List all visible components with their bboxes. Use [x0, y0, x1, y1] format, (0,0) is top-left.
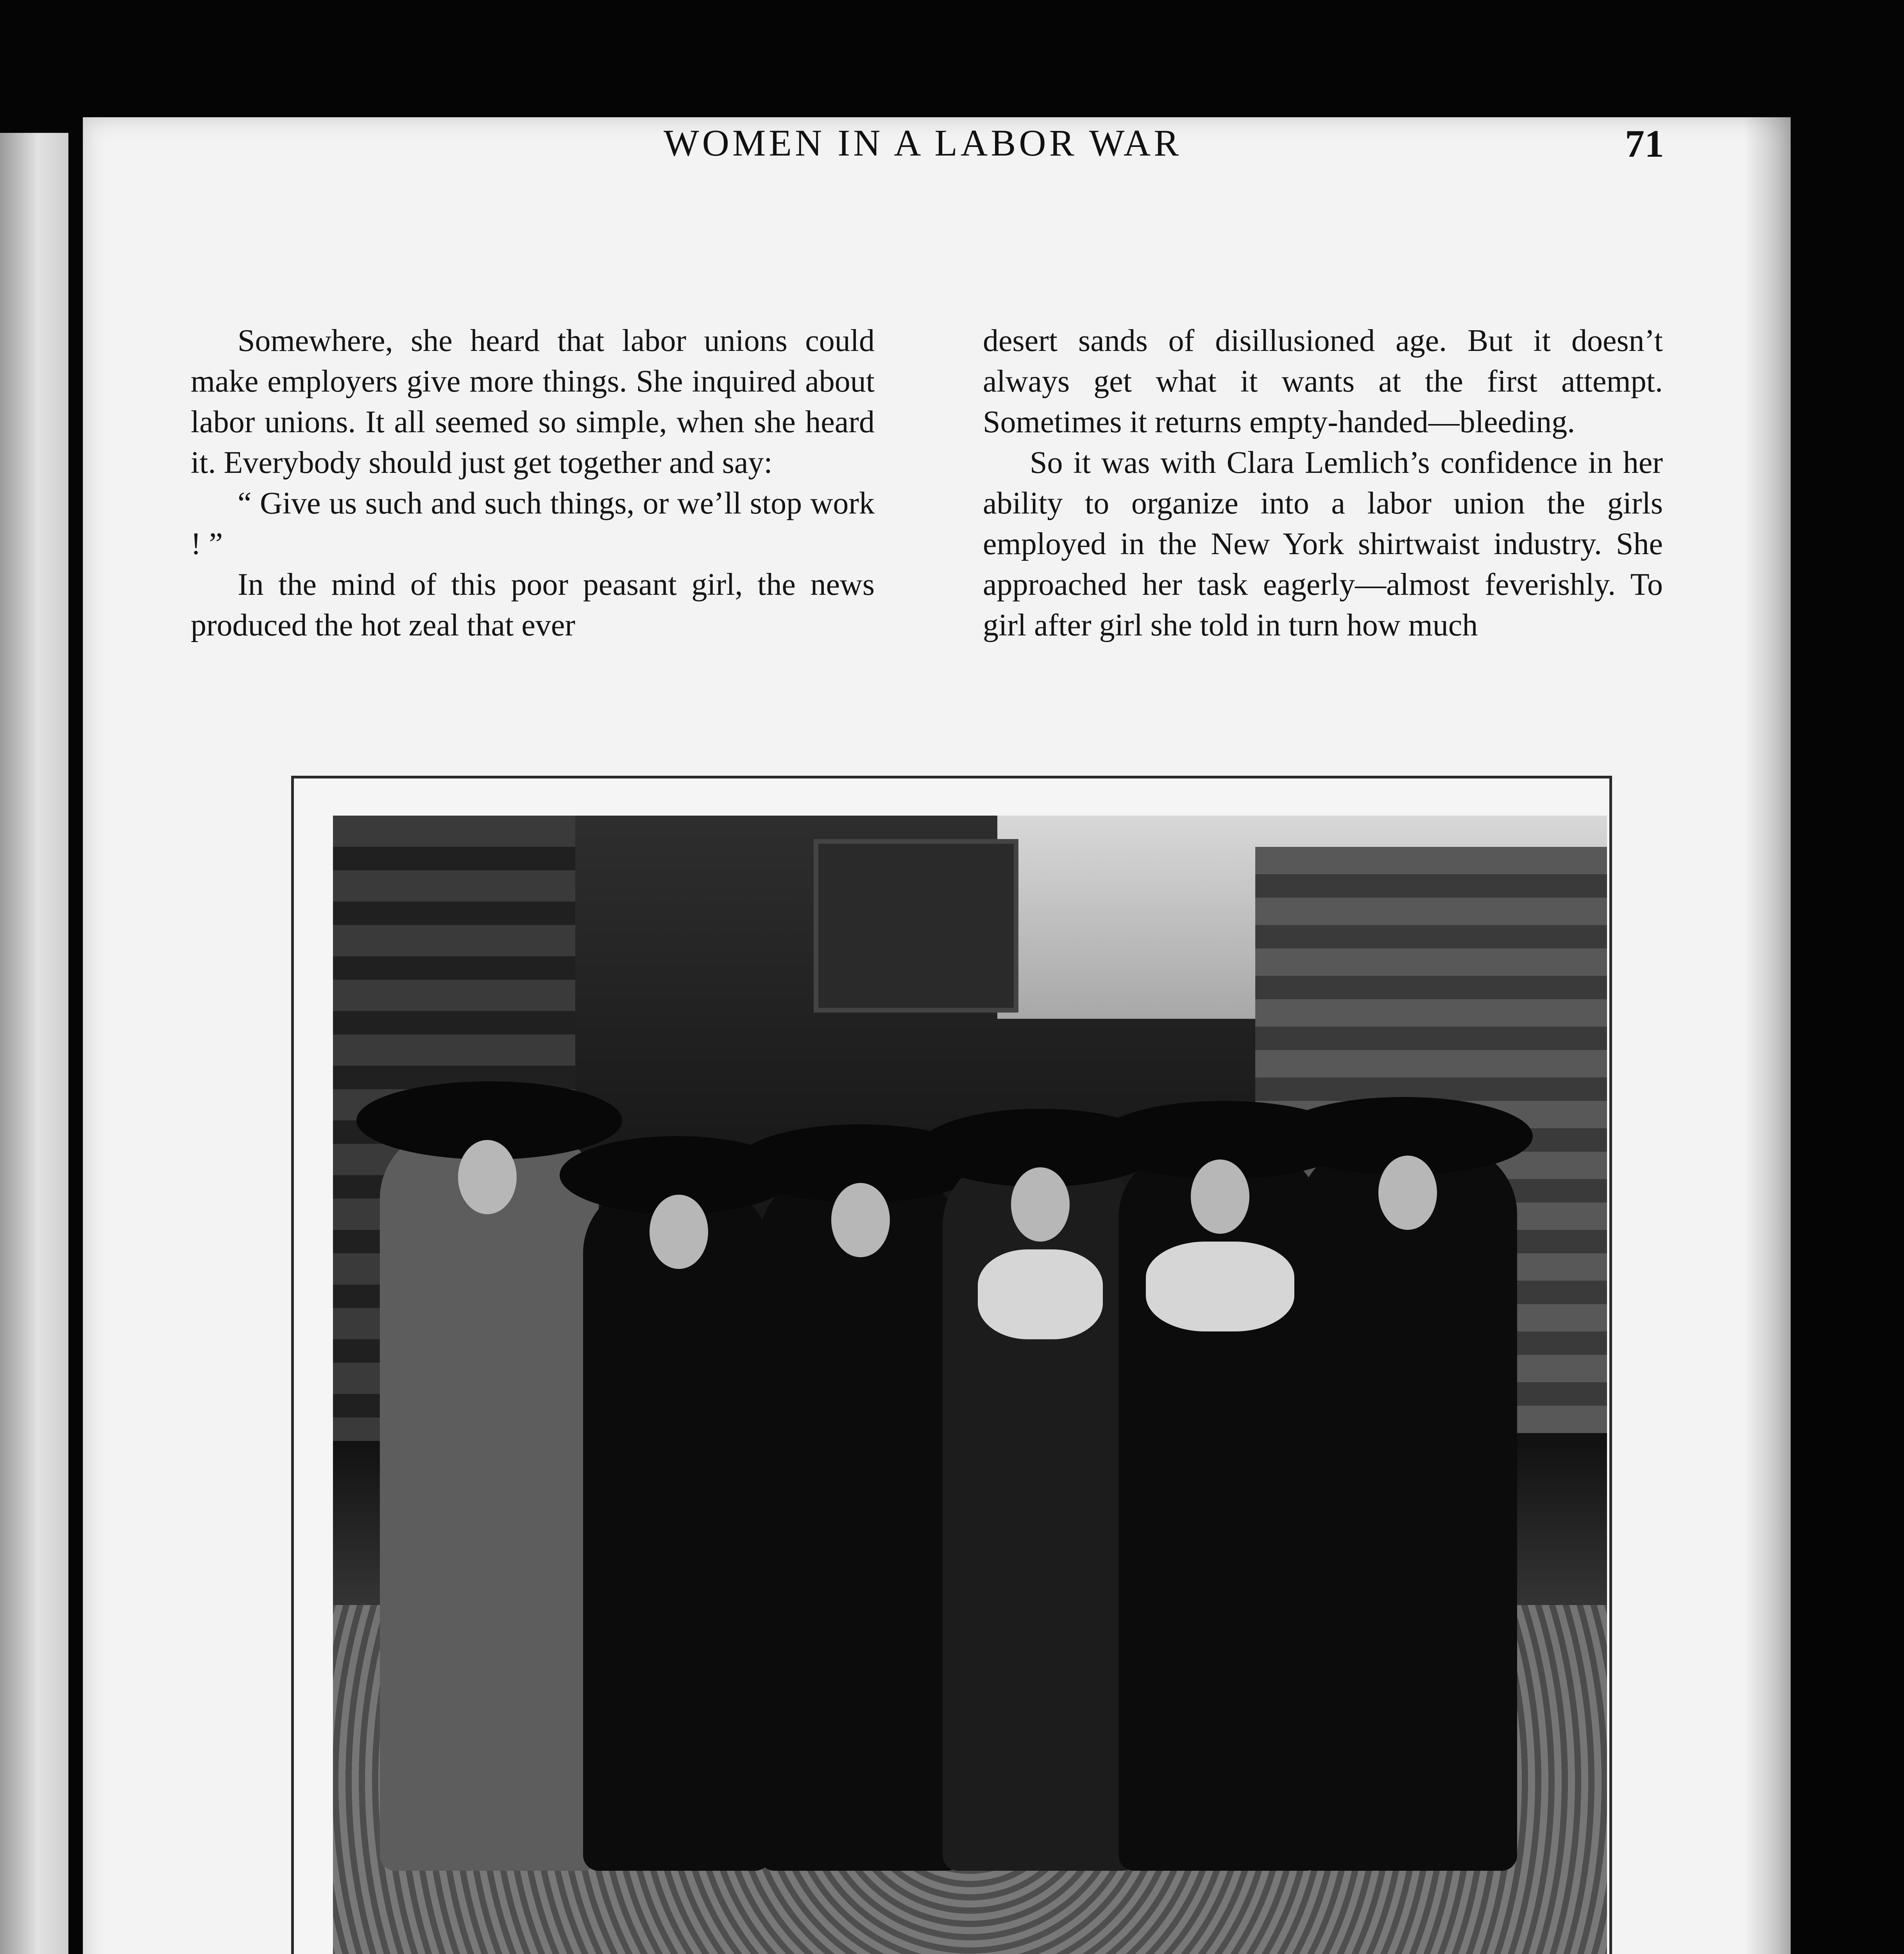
paragraph: In the mind of this poor peasant girl, the news produced the hot zeal that ever [191, 567, 875, 642]
page-header [191, 121, 1664, 180]
photo-woman-1 [380, 1128, 599, 1871]
face [1191, 1160, 1249, 1234]
running-title: WOMEN IN A LABOR WAR [664, 122, 1182, 164]
face [650, 1195, 708, 1269]
paragraph: So it was with Clara Lemlich’s confidence in her ability to organize into a labor union the girls employed in the New York shirtwaist industry. She approached her task eagerly—almost feverishly. To girl after girl she told in turn how much [983, 446, 1663, 642]
text-column-top-left [191, 320, 875, 646]
photo-woman-6 [1298, 1144, 1517, 1871]
face [831, 1183, 890, 1257]
lace-collar [1146, 1242, 1294, 1331]
lace-collar [978, 1249, 1103, 1339]
face [1378, 1156, 1437, 1230]
facing-page-edge [0, 133, 68, 1954]
photo-woman-2 [583, 1183, 771, 1871]
photo-parade-banner [814, 839, 1018, 1013]
page-shadow [1744, 117, 1791, 1954]
photo-frame [291, 776, 1612, 1954]
page-number: 71 [1625, 122, 1664, 165]
paragraph: desert sands of disillusioned age. But it doesn’t always get what it wants at the first attempt. Sometimes it returns empty-handed—bleeding. [983, 324, 1663, 439]
paragraph: “ Give us such and such things, or we’ll stop work ! ” [191, 486, 875, 561]
photo-woman-3 [759, 1171, 962, 1871]
photo-woman-4 [943, 1156, 1138, 1871]
face [1011, 1167, 1070, 1242]
paragraph: Somewhere, she heard that labor unions could make employers give more things. She inquired about labor unions. It all seemed so simple, when she heard it. Everybody should just get together and say: [191, 324, 875, 480]
photo-woman-5 [1118, 1148, 1322, 1871]
face [458, 1140, 517, 1214]
text-column-top-right [983, 320, 1663, 646]
strikers-group-photo [333, 816, 1607, 1954]
